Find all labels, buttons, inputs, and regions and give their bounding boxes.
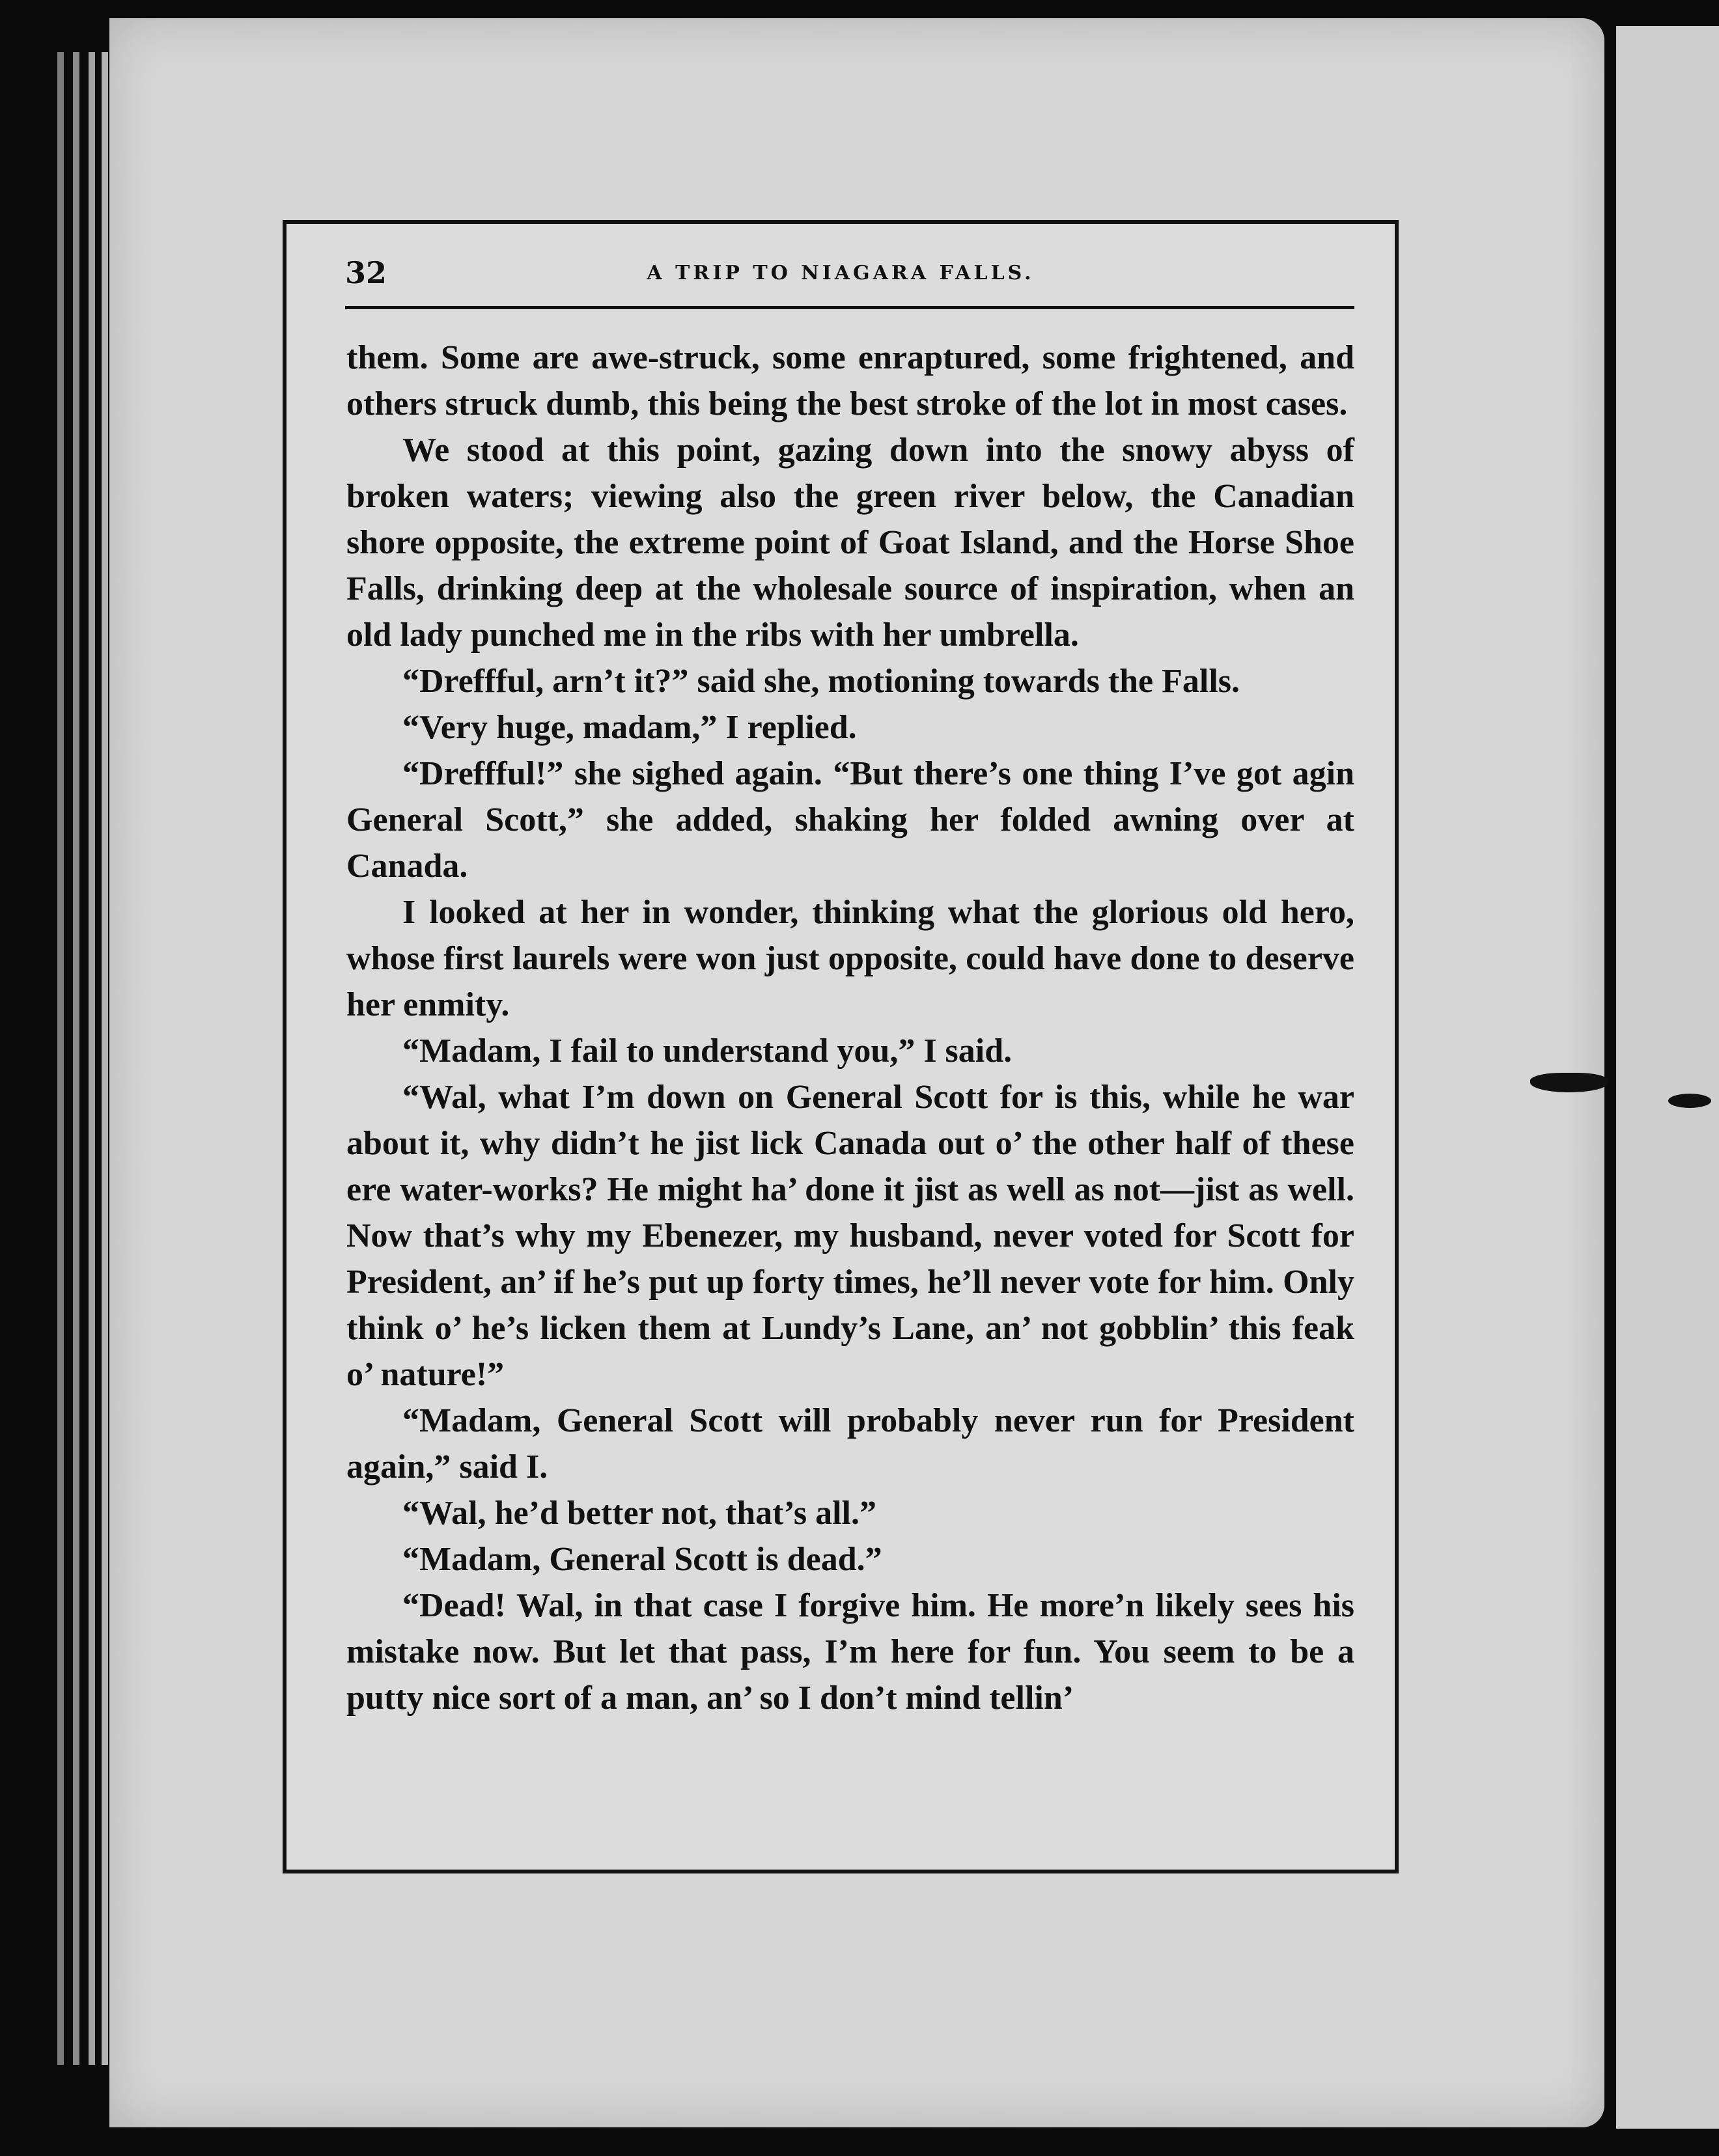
header-rule bbox=[345, 306, 1354, 309]
page-edge bbox=[89, 52, 95, 2065]
binding-mark bbox=[1668, 1094, 1711, 1108]
page-edge bbox=[73, 52, 79, 2065]
paragraph: “Madam, General Scott will probably never run for President again,” said I. bbox=[346, 1402, 1354, 1486]
paragraph: “Dreffful, arn’t it?” said she, motioning towards the Falls. bbox=[402, 663, 1240, 700]
page-edge bbox=[102, 52, 108, 2065]
page-number: 32 bbox=[345, 255, 387, 290]
running-head: A TRIP TO NIAGARA FALLS. bbox=[647, 262, 1035, 284]
page-edge bbox=[57, 52, 64, 2065]
paragraph: We stood at this point, gazing down into the snowy abyss of broken waters; viewing also the green river below, the Canadian shore opposite, the extreme point of Goat Island, and the Horse Shoe Falls, drinking deep at the wholesale source of inspiration, when an old lady punched me in the ribs with her umbrella. bbox=[346, 432, 1354, 654]
paragraph: them. Some are awe-struck, some enraptured, some frightened, and others struck dumb, this being the best stroke of the lot in most cases. bbox=[346, 339, 1354, 422]
paragraph: “Dreffful!” she sighed again. “But there’s one thing I’ve got agin General Scott,” she added, shaking her folded awning over at Canada. bbox=[346, 755, 1354, 885]
paragraph: “Wal, he’d better not, that’s all.” bbox=[402, 1495, 876, 1532]
paragraph: “Dead! Wal, in that case I forgive him. He more’n likely sees his mistake now. But let that pass, I’m here for fun. You seem to be a putty nice sort of a man, an’ so I don’t mind tellin’ bbox=[346, 1587, 1354, 1717]
text-frame bbox=[283, 220, 1399, 1873]
binding-clip bbox=[1530, 1073, 1608, 1092]
paragraph: “Very huge, madam,” I replied. bbox=[402, 709, 857, 746]
paragraph: “Madam, General Scott is dead.” bbox=[402, 1541, 882, 1578]
paragraph: “Madam, I fail to understand you,” I said. bbox=[402, 1032, 1013, 1070]
paragraph: “Wal, what I’m down on General Scott for is this, while he war about it, why didn’t he jist lick Canada out o’ the other half of these ere water-works? He might ha’ done it jist as well as not—jist as well. Now that’s why my Ebenezer, my husband, never voted for Scott for President, an’ if he’s put up forty times, he’ll never vote for him. Only think o’ he’s licken them at Lundy’s Lane, an’ not gobblin’ this feak o’ nature!” bbox=[346, 1079, 1354, 1393]
facing-page-edge bbox=[1616, 26, 1719, 2129]
page-header bbox=[345, 255, 1336, 294]
body-text bbox=[346, 335, 1354, 1721]
paragraph: I looked at her in wonder, thinking what the glorious old hero, whose first laurels were won just opposite, could have done to deserve her enmity. bbox=[346, 894, 1354, 1023]
